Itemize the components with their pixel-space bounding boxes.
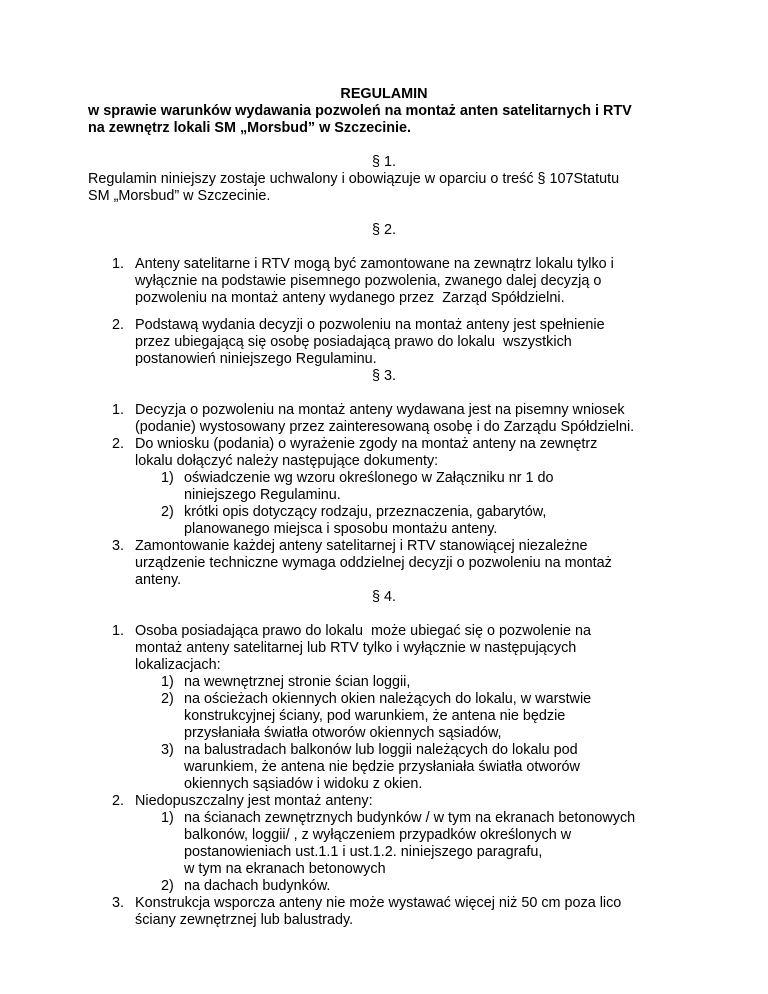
sublist-line: oświadczenie wg wzoru określonego w Załączniku nr 1 do <box>184 470 554 486</box>
sublist-line: na ścianach zewnętrznych budynków / w tym na ekranach betonowych <box>184 810 636 826</box>
sublist-line: niniejszego Regulaminu. <box>184 487 341 503</box>
sublist-number: 1) <box>161 674 174 690</box>
sublist-line: w tym na ekranach betonowych <box>184 861 386 877</box>
paragraph-line: wyłącznie na podstawie pisemnego pozwolenia, zwanego dalej decyzją o <box>135 273 602 289</box>
paragraph-line: pozwoleniu na montaż anteny wydanego przez Zarząd Spółdzielni. <box>135 290 565 306</box>
sublist-line: na dachach budynków. <box>184 878 331 894</box>
list-number: 1. <box>112 256 125 272</box>
sublist-line: okiennych sąsiadów i widoku z okien. <box>184 776 423 792</box>
paragraph-line: Zamontowanie każdej anteny satelitarnej i RTV stanowiącej niezależne <box>135 538 588 554</box>
doc-subtitle-line-1: w sprawie warunków wydawania pozwoleń na montaż anten satelitarnych i RTV <box>88 103 632 119</box>
sublist-line: warunkiem, że antena nie będzie przysłaniała światła otworów <box>184 759 580 775</box>
list-number: 2. <box>112 317 125 333</box>
paragraph-line: Do wniosku (podania) o wyrażenie zgody na montaż anteny na zewnętrz <box>135 436 598 452</box>
paragraph-line: Osoba posiadająca prawo do lokalu może ubiegać się o pozwolenie na <box>135 623 591 639</box>
sublist-number: 2) <box>161 691 174 707</box>
list-number: 2. <box>112 436 125 452</box>
sublist-number: 1) <box>161 470 174 486</box>
paragraph-line: Decyzja o pozwoleniu na montaż anteny wydawana jest na pisemny wniosek <box>135 402 625 418</box>
sublist-line: planowanego miejsca i sposobu montażu anteny. <box>184 521 498 537</box>
sublist-line: na balustradach balkonów lub loggii należących do lokalu pod <box>184 742 578 758</box>
sublist-line: przysłaniała światła otworów okiennych sąsiadów, <box>184 725 502 741</box>
doc-subtitle-line-2: na zewnętrz lokali SM „Morsbud” w Szczecinie. <box>88 120 412 136</box>
section-3-heading: § 3. <box>371 368 396 384</box>
paragraph-line: Konstrukcja wsporcza anteny nie może wystawać więcej niż 50 cm poza lico <box>135 895 622 911</box>
sublist-line: na ościeżach okiennych okien należących do lokalu, w warstwie <box>184 691 592 707</box>
sublist-number: 2) <box>161 504 174 520</box>
paragraph-line: urządzenie techniczne wymaga oddzielnej decyzji o pozwoleniu na montaż <box>135 555 612 571</box>
doc-title: REGULAMIN <box>340 86 428 102</box>
paragraph-line: lokalizacjach: <box>135 657 221 673</box>
sublist-number: 1) <box>161 810 174 826</box>
paragraph-line: Niedopuszczalny jest montaż anteny: <box>135 793 373 809</box>
sublist-line: postanowieniach ust.1.1 i ust.1.2. niniejszego paragrafu, <box>184 844 543 860</box>
paragraph-line: lokalu dołączyć należy następujące dokumenty: <box>135 453 439 469</box>
paragraph-line: (podanie) wystosowany przez zainteresowaną osobę i do Zarządu Spółdzielni. <box>135 419 635 435</box>
section-1-text-line: SM „Morsbud” w Szczecinie. <box>88 188 271 204</box>
sublist-line: na wewnętrznej stronie ścian loggii, <box>184 674 411 690</box>
list-number: 3. <box>112 895 125 911</box>
sublist-line: krótki opis dotyczący rodzaju, przeznaczenia, gabarytów, <box>184 504 547 520</box>
paragraph-line: anteny. <box>135 572 182 588</box>
list-number: 2. <box>112 793 125 809</box>
paragraph-line: ściany zewnętrznej lub balustrady. <box>135 912 354 928</box>
sublist-number: 3) <box>161 742 174 758</box>
paragraph-line: postanowień niniejszego Regulaminu. <box>135 351 377 367</box>
paragraph-line: montaż anteny satelitarnej lub RTV tylko i wyłącznie w następujących <box>135 640 577 656</box>
list-number: 1. <box>112 402 125 418</box>
paragraph-line: przez ubiegającą się osobę posiadającą prawo do lokalu wszystkich <box>135 334 572 350</box>
section-1-text-line: Regulamin niniejszy zostaje uchwalony i obowiązuje w oparciu o treść § 107Statutu <box>88 171 620 187</box>
section-2-heading: § 2. <box>371 222 396 238</box>
sublist-line: konstrukcyjnej ściany, pod warunkiem, że antena nie będzie <box>184 708 566 724</box>
paragraph-line: Podstawą wydania decyzji o pozwoleniu na montaż anteny jest spełnienie <box>135 317 605 333</box>
list-number: 3. <box>112 538 125 554</box>
sublist-number: 2) <box>161 878 174 894</box>
sublist-line: balkonów, loggii/ , z wyłączeniem przypadków określonych w <box>184 827 572 843</box>
paragraph-line: Anteny satelitarne i RTV mogą być zamontowane na zewnątrz lokalu tylko i <box>135 256 614 272</box>
section-4-heading: § 4. <box>371 589 396 605</box>
section-1-heading: § 1. <box>371 154 396 170</box>
list-number: 1. <box>112 623 125 639</box>
